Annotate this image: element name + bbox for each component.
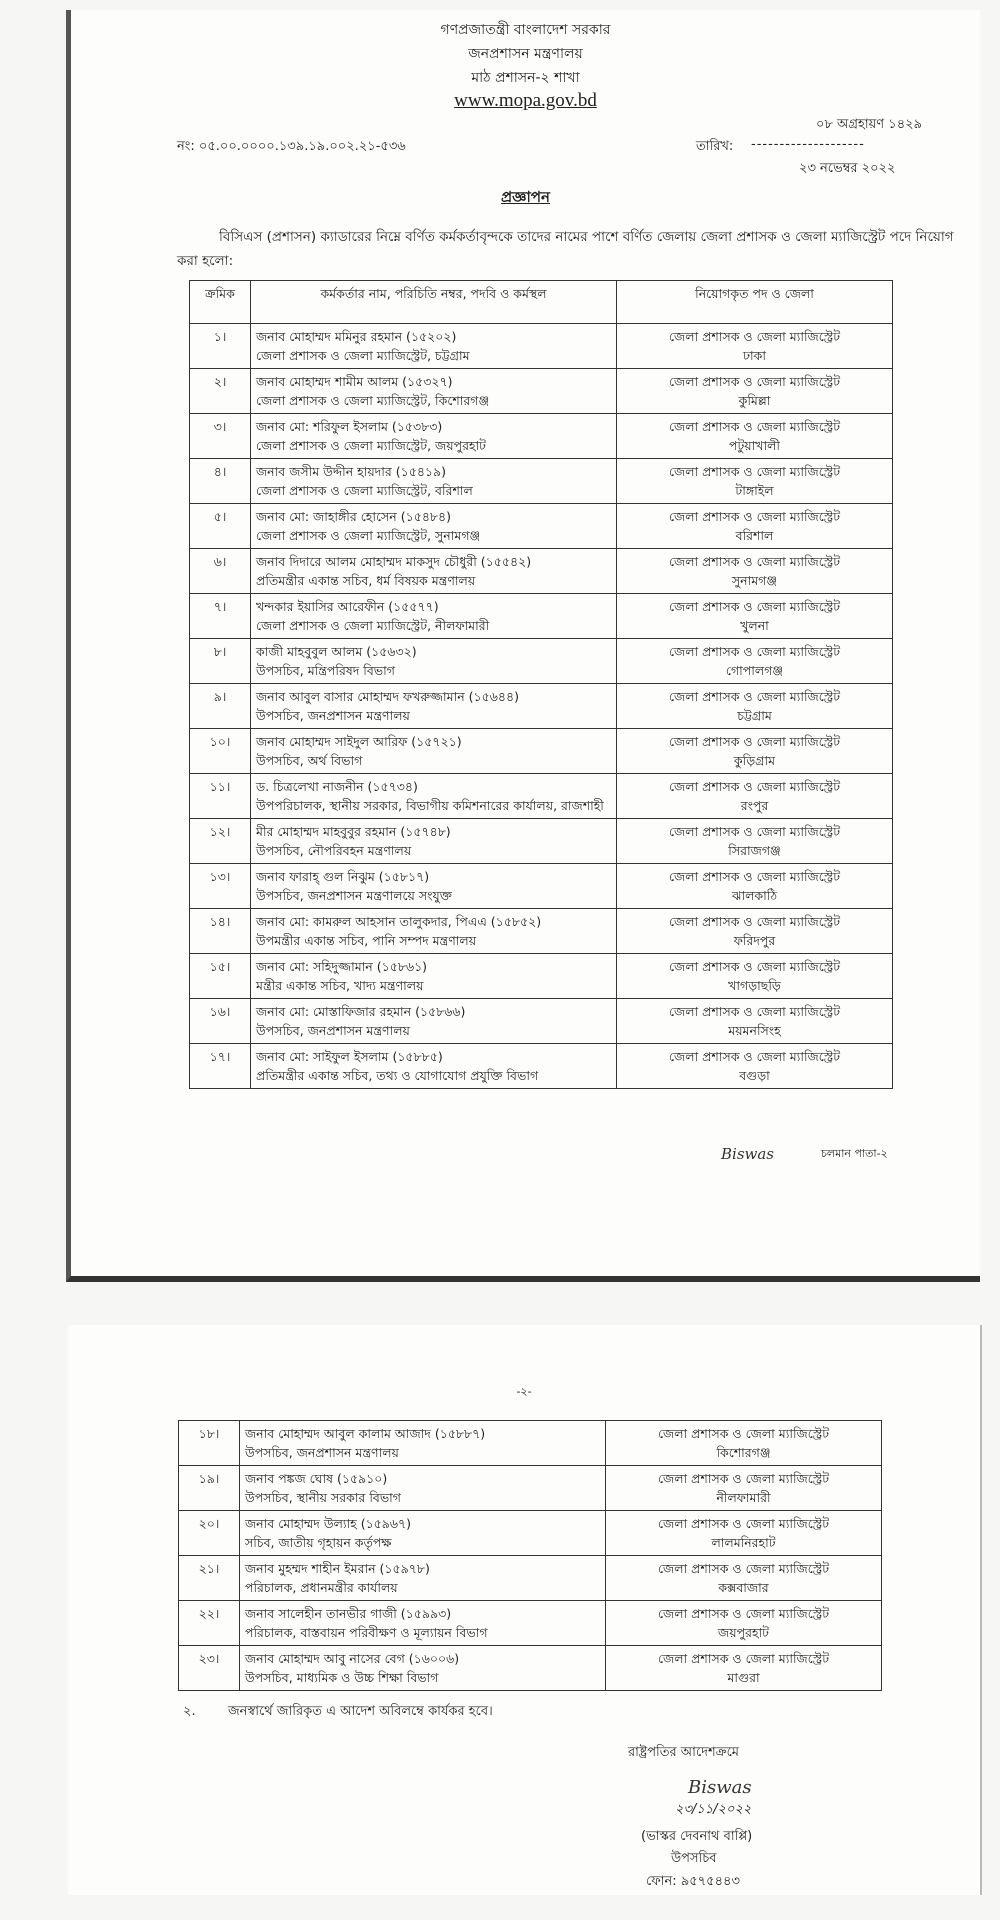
table-row — [179, 1466, 882, 1511]
officer-name: ড. চিত্রলেখা নাজনীন (১৫৭৩৪) — [256, 779, 418, 794]
officer-cell — [251, 369, 617, 414]
officer-cell — [251, 504, 617, 549]
officer-cell — [251, 684, 617, 729]
posting-cell — [606, 1601, 882, 1646]
clause-text: জনস্বার্থে জারিকৃত এ আদেশ অবিলম্বে কার্যকর হবে। — [228, 1704, 493, 1719]
date-label: তারিখ: — [696, 139, 734, 154]
officer-designation: জেলা প্রশাসক ও জেলা ম্যাজিস্ট্রেট, বরিশাল — [256, 483, 473, 498]
serial-cell: ১৩। — [190, 864, 251, 909]
serial-cell: ১৭। — [190, 1044, 251, 1089]
table-row — [190, 774, 893, 819]
officer-designation: উপসচিব, জনপ্রশাসন মন্ত্রণালয়ে সংযুক্ত — [256, 888, 452, 903]
posting-title: জেলা প্রশাসক ও জেলা ম্যাজিস্ট্রেট — [657, 1606, 830, 1621]
officer-designation: উপসচিব, স্থানীয় সরকার বিভাগ — [245, 1490, 401, 1505]
posting-district: বগুড়া — [739, 1068, 770, 1083]
header-ministry: জনপ্রশাসন মন্ত্রণালয় — [468, 46, 583, 62]
officer-name: জনাব মোহাম্মদ আবু নাসের বেগ (১৬০০৬) — [245, 1651, 460, 1666]
officer-name: জনাব মো: শরিফুল ইসলাম (১৫৩৮৩) — [256, 419, 443, 434]
page-number: -২- — [516, 1385, 532, 1398]
posting-title: জেলা প্রশাসক ও জেলা ম্যাজিস্ট্রেট — [668, 689, 841, 704]
posting-cell — [617, 1044, 893, 1089]
signatory-phone: ফোন: ৯৫৭৫৪৪৩ — [646, 1874, 740, 1889]
posting-cell — [617, 504, 893, 549]
officer-name: জনাব মোহাম্মদ সাইদুল আরিফ (১৫৭২১) — [256, 734, 462, 749]
table-row — [179, 1421, 882, 1466]
officer-name: জনাব সালেহীন তানভীর গাজী (১৫৯৯৩) — [245, 1606, 452, 1621]
officer-cell — [251, 954, 617, 999]
posting-cell — [606, 1556, 882, 1601]
reference-number: নং: ০৫.০০.০০০০.১৩৯.১৯.০০২.২১-৫৩৬ — [177, 139, 406, 154]
officer-designation: জেলা প্রশাসক ও জেলা ম্যাজিস্ট্রেট, নীলফামারী — [256, 618, 490, 633]
serial-cell: ১৫। — [190, 954, 251, 999]
officer-name: জনাব দিদারে আলম মোহাম্মদ মাকসুদ চৌধুরী (১৫৫৪২) — [256, 554, 532, 569]
posting-district: গোপালগঞ্জ — [725, 663, 784, 678]
appointment-table-page2 — [178, 1420, 882, 1691]
posting-cell — [617, 324, 893, 369]
serial-cell: ৫। — [190, 504, 251, 549]
table-row — [190, 729, 893, 774]
date-dashes: -------------------- — [751, 137, 865, 152]
header-post: নিয়োগকৃত পদ ও জেলা — [617, 281, 893, 324]
posting-title: জেলা প্রশাসক ও জেলা ম্যাজিস্ট্রেট — [668, 419, 841, 434]
intro-paragraph: বিসিএস (প্রশাসন) ক্যাডারের নিম্নে বর্ণিত কর্মকর্তাবৃন্দকে তাদের নামের পাশে বর্ণিত জেলায় জেলা প্রশাসক ও জেলা ম্যাজিস্ট্রেট পদে নিয়োগ করা হলো: — [177, 229, 954, 269]
officer-name: জনাব মো: মোস্তাফিজার রহমান (১৫৮৬৬) — [256, 1004, 466, 1019]
posting-district: লালমনিরহাট — [711, 1535, 776, 1550]
posting-title: জেলা প্রশাসক ও জেলা ম্যাজিস্ট্রেট — [657, 1426, 830, 1441]
posting-cell — [617, 684, 893, 729]
serial-cell: ১৮। — [179, 1421, 240, 1466]
serial-cell: ১৯। — [179, 1466, 240, 1511]
posting-title: জেলা প্রশাসক ও জেলা ম্যাজিস্ট্রেট — [657, 1516, 830, 1531]
posting-district: কুড়িগ্রাম — [733, 753, 776, 768]
signatory-designation: উপসচিব — [671, 1851, 717, 1866]
table-row — [190, 1044, 893, 1089]
header-branch: মাঠ প্রশাসন-২ শাখা — [471, 70, 580, 86]
officer-cell — [251, 729, 617, 774]
posting-cell — [606, 1646, 882, 1691]
officer-designation: জেলা প্রশাসক ও জেলা ম্যাজিস্ট্রেট, কিশোরগঞ্জ — [256, 393, 490, 408]
officer-cell — [251, 819, 617, 864]
posting-cell — [617, 549, 893, 594]
serial-cell: ১। — [190, 324, 251, 369]
officer-name: কাজী মাহবুবুল আলম (১৫৬৩২) — [256, 644, 417, 659]
table-row — [190, 639, 893, 684]
posting-cell — [617, 864, 893, 909]
officer-name: জনাব মোহাম্মদ মমিনুর রহমান (১৫২০২) — [256, 329, 457, 344]
table-row — [179, 1556, 882, 1601]
posting-district: ময়মনসিংহ — [728, 1023, 781, 1038]
posting-title: জেলা প্রশাসক ও জেলা ম্যাজিস্ট্রেট — [668, 734, 841, 749]
header-officer: কর্মকর্তার নাম, পরিচিতি নম্বর, পদবি ও কর্মস্থল — [251, 281, 617, 324]
header-government: গণপ্রজাতন্ত্রী বাংলাদেশ সরকার — [440, 22, 611, 38]
serial-cell: ১১। — [190, 774, 251, 819]
posting-district: খুলনা — [740, 618, 769, 633]
officer-designation: উপসচিব, অর্থ বিভাগ — [256, 753, 363, 768]
table-row — [179, 1646, 882, 1691]
posting-district: বরিশাল — [735, 528, 774, 543]
posting-title: জেলা প্রশাসক ও জেলা ম্যাজিস্ট্রেট — [668, 464, 841, 479]
officer-designation: উপসচিব, জনপ্রশাসন মন্ত্রণালয় — [256, 1023, 410, 1038]
serial-cell: ১৬। — [190, 999, 251, 1044]
posting-title: জেলা প্রশাসক ও জেলা ম্যাজিস্ট্রেট — [668, 1004, 841, 1019]
officer-designation: উপসচিব, জনপ্রশাসন মন্ত্রণালয় — [245, 1445, 399, 1460]
posting-cell — [617, 954, 893, 999]
officer-cell — [251, 594, 617, 639]
officer-name: জনাব মো: কামরুল আহসান তালুকদার, পিএএ (১৫৮৫২) — [256, 914, 542, 929]
table-row — [190, 324, 893, 369]
posting-title: জেলা প্রশাসক ও জেলা ম্যাজিস্ট্রেট — [668, 599, 841, 614]
posting-district: রংপুর — [740, 798, 769, 813]
officer-cell — [251, 909, 617, 954]
clause-number: ২. — [183, 1704, 196, 1719]
header-website-link[interactable]: www.mopa.gov.bd — [454, 90, 597, 111]
document-page-2 — [68, 1325, 982, 1895]
table-row — [190, 594, 893, 639]
posting-district: মাগুরা — [727, 1670, 760, 1685]
officer-cell — [251, 1044, 617, 1089]
table-row — [190, 414, 893, 459]
table-row — [190, 459, 893, 504]
officer-cell — [251, 639, 617, 684]
officer-cell — [251, 774, 617, 819]
posting-title: জেলা প্রশাসক ও জেলা ম্যাজিস্ট্রেট — [668, 824, 841, 839]
officer-name: জনাব মো: সহিদুজ্জামান (১৫৮৬১) — [256, 959, 428, 974]
posting-district: কুমিল্লা — [738, 393, 771, 408]
serial-cell: ১০। — [190, 729, 251, 774]
posting-cell — [617, 819, 893, 864]
posting-title: জেলা প্রশাসক ও জেলা ম্যাজিস্ট্রেট — [668, 869, 841, 884]
table-row — [190, 819, 893, 864]
officer-cell — [251, 549, 617, 594]
posting-district: সিরাজগঞ্জ — [728, 843, 781, 858]
posting-cell — [617, 999, 893, 1044]
posting-cell — [617, 594, 893, 639]
officer-name: মীর মোহাম্মদ মাহবুবুর রহমান (১৫৭৪৮) — [256, 824, 451, 839]
table-row — [190, 549, 893, 594]
posting-district: টাঙ্গাইল — [735, 483, 774, 498]
table-row — [190, 684, 893, 729]
officer-designation: উপসচিব, জনপ্রশাসন মন্ত্রণালয় — [256, 708, 410, 723]
closing-signature: Biswas — [688, 1777, 752, 1798]
closing-order: রাষ্ট্রপতির আদেশক্রমে — [628, 1745, 740, 1760]
table-row — [190, 864, 893, 909]
officer-name: জনাব আবুল বাসার মোহাম্মদ ফখরুজ্জামান (১৫৬৪৪) — [256, 689, 519, 704]
officer-cell — [251, 459, 617, 504]
table-row — [190, 369, 893, 414]
posting-district: নীলফামারী — [716, 1490, 771, 1505]
officer-name: জনাব মো: জাহাঙ্গীর হোসেন (১৫৪৮৪) — [256, 509, 452, 524]
posting-cell — [617, 774, 893, 819]
serial-cell: ৪। — [190, 459, 251, 504]
posting-title: জেলা প্রশাসক ও জেলা ম্যাজিস্ট্রেট — [657, 1561, 830, 1576]
posting-district: খাগড়াছড়ি — [728, 978, 781, 993]
serial-cell: ২। — [190, 369, 251, 414]
serial-cell: ৭। — [190, 594, 251, 639]
officer-designation: মন্ত্রীর একান্ত সচিব, খাদ্য মন্ত্রণালয় — [256, 978, 424, 993]
posting-district: কিশোরগঞ্জ — [716, 1445, 771, 1460]
officer-designation: উপসচিব, নৌপরিবহন মন্ত্রণালয় — [256, 843, 412, 858]
posting-title: জেলা প্রশাসক ও জেলা ম্যাজিস্ট্রেট — [668, 329, 841, 344]
posting-cell — [617, 729, 893, 774]
posting-cell — [606, 1421, 882, 1466]
officer-designation: উপমন্ত্রীর একান্ত সচিব, পানি সম্পদ মন্ত্রণালয় — [256, 933, 477, 948]
officer-designation: জেলা প্রশাসক ও জেলা ম্যাজিস্ট্রেট, সুনামগঞ্জ — [256, 528, 481, 543]
posting-district: সুনামগঞ্জ — [731, 573, 778, 588]
posting-title: জেলা প্রশাসক ও জেলা ম্যাজিস্ট্রেট — [668, 779, 841, 794]
posting-cell — [617, 414, 893, 459]
table-row — [190, 504, 893, 549]
posting-district: ঢাকা — [742, 348, 767, 363]
officer-name: জনাব জসীম উদ্দীন হায়দার (১৫৪১৯) — [256, 464, 447, 479]
officer-designation: উপপরিচালক, স্থানীয় সরকার, বিভাগীয় কমিশনারের কার্যালয়, রাজশাহী — [256, 798, 604, 813]
officer-cell — [251, 414, 617, 459]
serial-cell: ১২। — [190, 819, 251, 864]
officer-cell — [251, 324, 617, 369]
officer-designation: সচিব, জাতীয় গৃহায়ন কর্তৃপক্ষ — [245, 1535, 392, 1550]
serial-cell: ৬। — [190, 549, 251, 594]
signatory-name: (ভাস্কর দেবনাথ বাপ্পি) — [641, 1829, 753, 1844]
posting-cell — [617, 459, 893, 504]
officer-cell — [251, 864, 617, 909]
officer-designation: পরিচালক, বাস্তবায়ন পরিবীক্ষণ ও মূল্যায়ন বিভাগ — [245, 1625, 488, 1640]
officer-name: খন্দকার ইয়াসির আরেফীন (১৫৫৭৭) — [256, 599, 439, 614]
officer-designation: জেলা প্রশাসক ও জেলা ম্যাজিস্ট্রেট, চট্টগ্রাম — [256, 348, 470, 363]
serial-cell: ১৪। — [190, 909, 251, 954]
table-row — [190, 909, 893, 954]
officer-name: জনাব মুহম্মদ শাহীন ইমরান (১৫৯৭৮) — [245, 1561, 430, 1576]
officer-cell — [240, 1601, 606, 1646]
date-bangla: ০৮ অগ্রহায়ণ ১৪২৯ — [816, 117, 923, 132]
officer-designation: প্রতিমন্ত্রীর একান্ত সচিব, তথ্য ও যোগাযোগ প্রযুক্তি বিভাগ — [256, 1068, 539, 1083]
notice-title: প্রজ্ঞাপন — [500, 188, 551, 206]
officer-cell — [240, 1466, 606, 1511]
posting-cell — [606, 1466, 882, 1511]
officer-designation: প্রতিমন্ত্রীর একান্ত সচিব, ধর্ম বিষয়ক মন্ত্রণালয় — [256, 573, 476, 588]
posting-title: জেলা প্রশাসক ও জেলা ম্যাজিস্ট্রেট — [657, 1651, 830, 1666]
table-row — [190, 954, 893, 999]
document-page-1 — [66, 10, 980, 1282]
officer-cell — [251, 999, 617, 1044]
officer-cell — [240, 1421, 606, 1466]
posting-cell — [617, 639, 893, 684]
continued-note: চলমান পাতা-২ — [821, 1147, 888, 1160]
officer-designation: উপসচিব, মন্ত্রিপরিষদ বিভাগ — [256, 663, 395, 678]
serial-cell: ৯। — [190, 684, 251, 729]
officer-designation: উপসচিব, মাধ্যমিক ও উচ্চ শিক্ষা বিভাগ — [245, 1670, 439, 1685]
posting-district: ঝালকাঠি — [731, 888, 778, 903]
officer-name: জনাব ফারাহ্ গুল নিঝুম (১৫৮১৭) — [256, 869, 430, 884]
appointment-table-page1 — [189, 280, 893, 1089]
posting-district: ফরিদপুর — [733, 933, 776, 948]
serial-cell: ৮। — [190, 639, 251, 684]
posting-title: জেলা প্রশাসক ও জেলা ম্যাজিস্ট্রেট — [657, 1471, 830, 1486]
posting-title: জেলা প্রশাসক ও জেলা ম্যাজিস্ট্রেট — [668, 959, 841, 974]
serial-cell: ২৩। — [179, 1646, 240, 1691]
officer-designation: পরিচালক, প্রধানমন্ত্রীর কার্যালয় — [245, 1580, 398, 1595]
officer-designation: জেলা প্রশাসক ও জেলা ম্যাজিস্ট্রেট, জয়পুরহাট — [256, 438, 486, 453]
date-gregorian: ২৩ নভেম্বর ২০২২ — [799, 161, 896, 176]
posting-district: পটুয়াখালী — [728, 438, 780, 453]
officer-cell — [240, 1646, 606, 1691]
serial-cell: ৩। — [190, 414, 251, 459]
officer-name: জনাব মোহাম্মদ উল্যাহ (১৫৯৬৭) — [245, 1516, 412, 1531]
officer-name: জনাব মোহাম্মদ শামীম আলম (১৫৩২৭) — [256, 374, 453, 389]
officer-cell — [240, 1511, 606, 1556]
posting-title: জেলা প্রশাসক ও জেলা ম্যাজিস্ট্রেট — [668, 509, 841, 524]
officer-name: জনাব মো: সাইফুল ইসলাম (১৫৮৮৫) — [256, 1049, 443, 1064]
posting-title: জেলা প্রশাসক ও জেলা ম্যাজিস্ট্রেট — [668, 554, 841, 569]
table-row — [190, 999, 893, 1044]
serial-cell: ২১। — [179, 1556, 240, 1601]
page1-signature: Biswas — [721, 1145, 774, 1163]
posting-district: কক্সবাজার — [718, 1580, 769, 1595]
signature-date: ২৩/১১/২০২২ — [675, 1802, 752, 1817]
officer-name: জনাব মোহাম্মদ আবুল কালাম আজাদ (১৫৮৮৭) — [245, 1426, 486, 1441]
header-serial: ক্রমিক — [190, 281, 251, 324]
posting-cell — [606, 1511, 882, 1556]
posting-district: চট্টগ্রাম — [737, 708, 772, 723]
posting-title: জেলা প্রশাসক ও জেলা ম্যাজিস্ট্রেট — [668, 1049, 841, 1064]
officer-cell — [240, 1556, 606, 1601]
posting-title: জেলা প্রশাসক ও জেলা ম্যাজিস্ট্রেট — [668, 644, 841, 659]
posting-district: জয়পুরহাট — [718, 1625, 769, 1640]
officer-name: জনাব পঙ্কজ ঘোষ (১৫৯১০) — [245, 1471, 388, 1486]
posting-cell — [617, 369, 893, 414]
table-row — [179, 1511, 882, 1556]
table-row — [179, 1601, 882, 1646]
serial-cell: ২২। — [179, 1601, 240, 1646]
serial-cell: ২০। — [179, 1511, 240, 1556]
posting-cell — [617, 909, 893, 954]
posting-title: জেলা প্রশাসক ও জেলা ম্যাজিস্ট্রেট — [668, 914, 841, 929]
posting-title: জেলা প্রশাসক ও জেলা ম্যাজিস্ট্রেট — [668, 374, 841, 389]
